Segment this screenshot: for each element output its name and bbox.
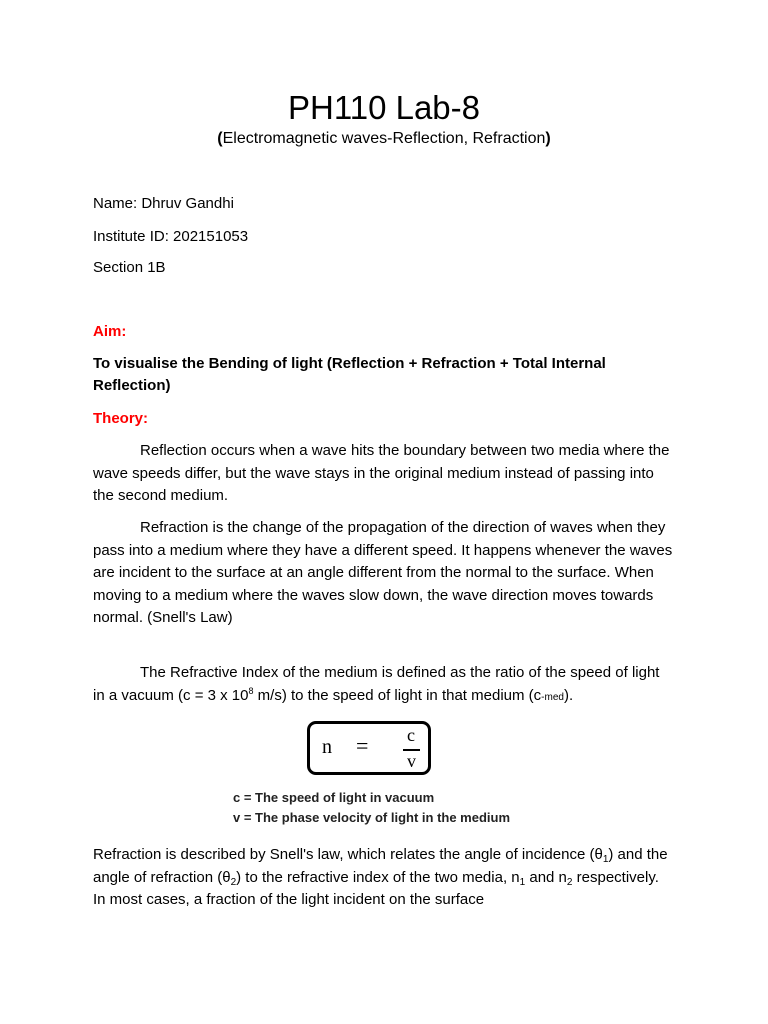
para3-subscript: -med [541, 691, 564, 703]
student-name: Name: Dhruv Gandhi [93, 195, 234, 212]
subtitle-text: Electromagnetic waves-Reflection, Refraction [222, 130, 546, 147]
theory-heading: Theory: [93, 410, 149, 427]
institute-id: Institute ID: 202151053 [93, 228, 249, 245]
refractive-index-formula [307, 721, 431, 775]
aim-text: To visualise the Bending of light (Reflection + Refraction + Total Internal Reflection) [93, 355, 606, 394]
para4-sub-theta2: 2 [230, 876, 237, 888]
legend-v: v = The phase velocity of light in the medium [233, 810, 511, 825]
theory-paragraph-4 [93, 844, 673, 912]
formula-lhs: n [322, 736, 332, 758]
theory-paragraph-3 [93, 662, 673, 709]
page-subtitle [0, 128, 768, 150]
theory-paragraph-1: Reflection occurs when a wave hits the boundary between two media where the wave speeds differ, but the wave stays in the original medium instead of passing into the second medium. [93, 442, 670, 504]
theory-paragraph-2: Refraction is the change of the propagation of the direction of waves when they pass into a medium where they have a different speed. It happens whenever the waves are incident to the surface at an angle different from the normal to the surface. When moving to a medium where the waves slow down, the wave direction moves towards normal. (Snell's Law) [93, 519, 673, 626]
legend-c: c = The speed of light in vacuum [233, 790, 435, 805]
para4-sub-theta1: 1 [602, 854, 609, 865]
para4-text-b: ) and the angle of refraction (θ [93, 846, 668, 886]
para4-sub-n1: 1 [519, 876, 526, 888]
para3-text-c: ). [563, 686, 574, 704]
para4-text-d: and n [525, 868, 567, 886]
para4-text-c: ) to the refractive index of the two media, n [236, 868, 520, 886]
page-title: PH110 Lab-8 [287, 89, 481, 126]
para3-text-a: The Refractive Index of the medium is defined as the ratio of the speed of light in a vacuum (c = 3 x 10 [93, 664, 660, 704]
para4-sub-n2: 2 [566, 876, 573, 888]
subtitle-open-paren: ( [217, 130, 223, 147]
section: Section 1B [93, 259, 166, 276]
para3-superscript: 8 [248, 685, 254, 696]
subtitle-close-paren: ) [545, 130, 551, 147]
formula-numerator: c [407, 725, 415, 745]
formula-denominator: v [407, 751, 416, 771]
para3-text-b: m/s) to the speed of light in that medium (c [253, 686, 542, 704]
aim-heading: Aim: [93, 323, 127, 340]
para4-text-e: respectively. In most cases, a fraction of the light incident on the surface [93, 868, 659, 908]
formula-equals: = [356, 733, 369, 758]
para4-text-a: Refraction is described by Snell's law, which relates the angle of incidence (θ [93, 846, 603, 863]
